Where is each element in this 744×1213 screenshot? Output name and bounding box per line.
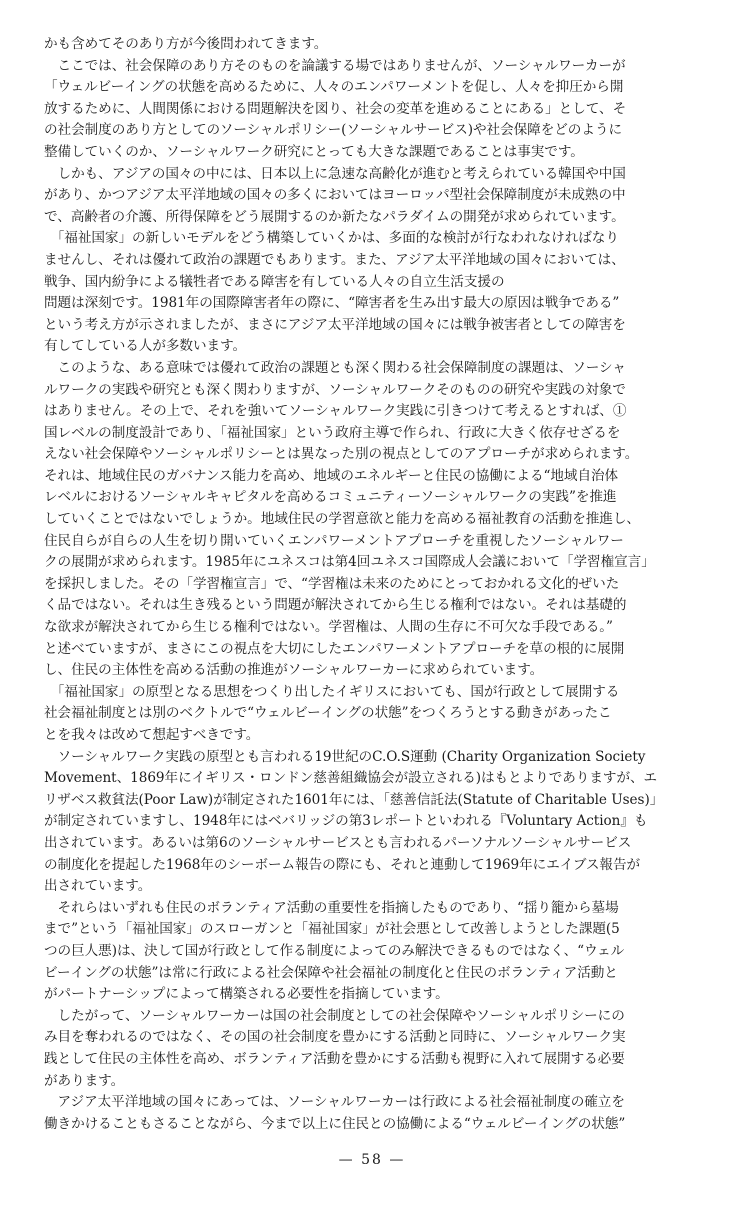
text-line: 社会福祉制度とは別のベクトルで“ウェルビーイングの状態”をつくろうとする動きがあったこ [44,705,612,722]
text-line: まで”という「福祉国家」のスローガンと「福祉国家」が社会悪として改善しようとした課題(5 [44,921,620,938]
text-line: Movement、1869年にイギリス・ロンドン慈善組織協会が設立される)はもとよりでありますが、エ [44,770,658,787]
text-line: それらはいずれも住民のボランティア活動の重要性を指摘したものであり、“揺り籠から墓場 [44,899,619,916]
page-number: — 58 — [338,1152,406,1168]
text-line: とを我々は改めて想起すべきです。 [44,727,260,743]
text-line: 戦争、国内紛争による犠牲者である障害を有している人々の自立生活支援の [44,273,505,290]
text-line: が制定されていますし、1948年にはベバリッジの第3レポートといわれる『Voluntary Action』も [44,813,648,830]
text-line: 問題は深刻です。1981年の国際障害者年の際に、“障害者を生み出す最大の原因は戦争である” [44,295,620,312]
text-line: それは、地域住民のガバナンス能力を高め、地域のエネルギーと住民の協働による“地域自治体 [44,467,619,484]
text-line: という考え方が示されましたが、まさにアジア太平洋地域の国々には戦争被害者としての障害を [44,316,626,333]
text-line: がパートナーシップによって構築される必要性を指摘しています。 [44,986,449,1003]
text-line: リザベス救貧法(Poor Law)が制定された1601年には、「慈善信託法(Statute of Charitable Uses)」 [44,791,664,808]
text-line: の社会制度のあり方としてのソーシャルポリシー(ソーシャルサービス)や社会保障をどのように [44,122,622,139]
text-line: かも含めてそのあり方が今後問われてきます。 [44,36,328,52]
text-line: 放するために、人間関係における問題解決を図り、社会の変革を進めることにある」として、そ [44,100,627,117]
text-line: していくことではないでしょうか。地域住民の学習意欲と能力を高める福祉教育の活動を推進し、 [44,511,640,528]
text-line: 働きかけることもさることながら、今まで以上に住民との協働による“ウェルビーイングの状態” [44,1115,626,1132]
body-text [44,34,704,1135]
text-line: はありません。その上で、それを強いてソーシャルワーク実践に引きつけて考えるとすれば、① [44,403,627,420]
text-line: 「福祉国家」の新しいモデルをどう構築していくかは、多面的な検討が行なわれなければなり [44,230,619,247]
text-line: み目を奪われるのではなく、その国の社会制度を豊かにする活動と同時に、ソーシャルワーク実 [44,1029,626,1046]
text-line: ませんし、それは優れて政治の課題でもあります。また、アジア太平洋地域の国々においては、 [44,251,625,268]
text-line: 有してしている人が多数います。 [44,338,247,355]
text-line: レベルにおけるソーシャルキャピタルを高めるコミュニティーソーシャルワークの実践”を推進 [44,489,617,506]
text-line: し、住民の主体性を高める活動の推進がソーシャルワーカーに求められています。 [44,662,544,679]
text-line: ビーイングの状態”は常に行政による社会保障や社会福祉の制度化と住民のボランティア活動と [44,964,618,981]
text-line: 践として住民の主体性を高め、ボランティア活動を豊かにする活動も視野に入れて展開する必要 [44,1050,625,1067]
text-line: があり、かつアジア太平洋地域の国々の多くにおいてはヨーロッパ型社会保障制度が未成熟の中 [44,187,626,204]
text-line: 出されています。あるいは第6のソーシャルサービスとも言われるパーソナルソーシャルサービス [44,834,632,851]
text-line: ソーシャルワーク実践の原型とも言われる19世紀のC.O.S運動 (Charity Organization Society [44,748,646,765]
text-line: の制度化を提起した1968年のシーボーム報告の際にも、それと連動して1969年にエイブス報告が [44,856,641,873]
text-line: つの巨人悪)は、決して国が行政として作る制度によってのみ解決できるものではなく、“ウェル [44,942,625,959]
text-line: ルワークの実践や研究とも深く関わりますが、ソーシャルワークそのものの研究や実践の対象で [44,381,626,398]
text-line: えない社会保障やソーシャルポリシーとは異なった別の視点としてのアプローチが求められます。 [44,446,639,463]
text-line: 「福祉国家」の原型となる思想をつくり出したイギリスにおいても、国が行政として展開する [44,683,620,700]
text-line: く品ではない。それは生き残るという問題が解決されてから生じる権利ではない。それは基礎的 [44,597,627,614]
text-line: クの展開が求められます。1985年にユネスコは第4回ユネスコ国際成人会議において「学習権宣言」 [44,554,655,571]
text-line: を採択しました。その「学習権宣言」で、“学習権は未来のためにとっておかれる文化的ぜいた [44,575,620,592]
text-line: 住民自らが自らの人生を切り開いていくエンパワーメントアプローチを重視したソーシャルワー [44,532,624,549]
text-line: 整備していくのか、ソーシャルワーク研究にとっても大きな課題であることは事実です。 [44,143,584,160]
text-line: 「ウェルビーイングの状態を高めるために、人々のエンパワーメントを促し、人々を抑圧から開 [44,79,624,96]
text-line: な欲求が解決されてから生じる権利ではない。学習権は、人間の生存に不可欠な手段である。” [44,619,613,636]
text-line: しかも、アジアの国々の中には、日本以上に急速な高齢化が進むと考えられている韓国や中国 [44,165,626,182]
text-line: と述べていますが、まさにこの視点を大切にしたエンパワーメントアプローチを草の根的に展開 [44,640,625,657]
text-line: 出されています。 [44,878,152,895]
text-line: アジア太平洋地域の国々にあっては、ソーシャルワーカーは行政による社会福祉制度の確立を [44,1094,625,1111]
text-line: で、高齢者の介護、所得保障をどう展開するのか新たなパラダイムの開発が求められています。 [44,208,625,225]
text-line: したがって、ソーシャルワーカーは国の社会制度としての社会保障やソーシャルポリシーにの [44,1007,625,1024]
text-line: ここでは、社会保障のあり方そのものを論議する場ではありませんが、ソーシャルワーカーが [44,57,626,74]
text-line: があります。 [44,1072,125,1089]
text-line: 国レベルの制度設計であり、「福祉国家」という政府主導で作られ、行政に大きく依存せざるを [44,424,621,441]
text-line: このような、ある意味では優れて政治の課題とも深く関わる社会保障制度の課題は、ソーシャ [44,359,626,376]
